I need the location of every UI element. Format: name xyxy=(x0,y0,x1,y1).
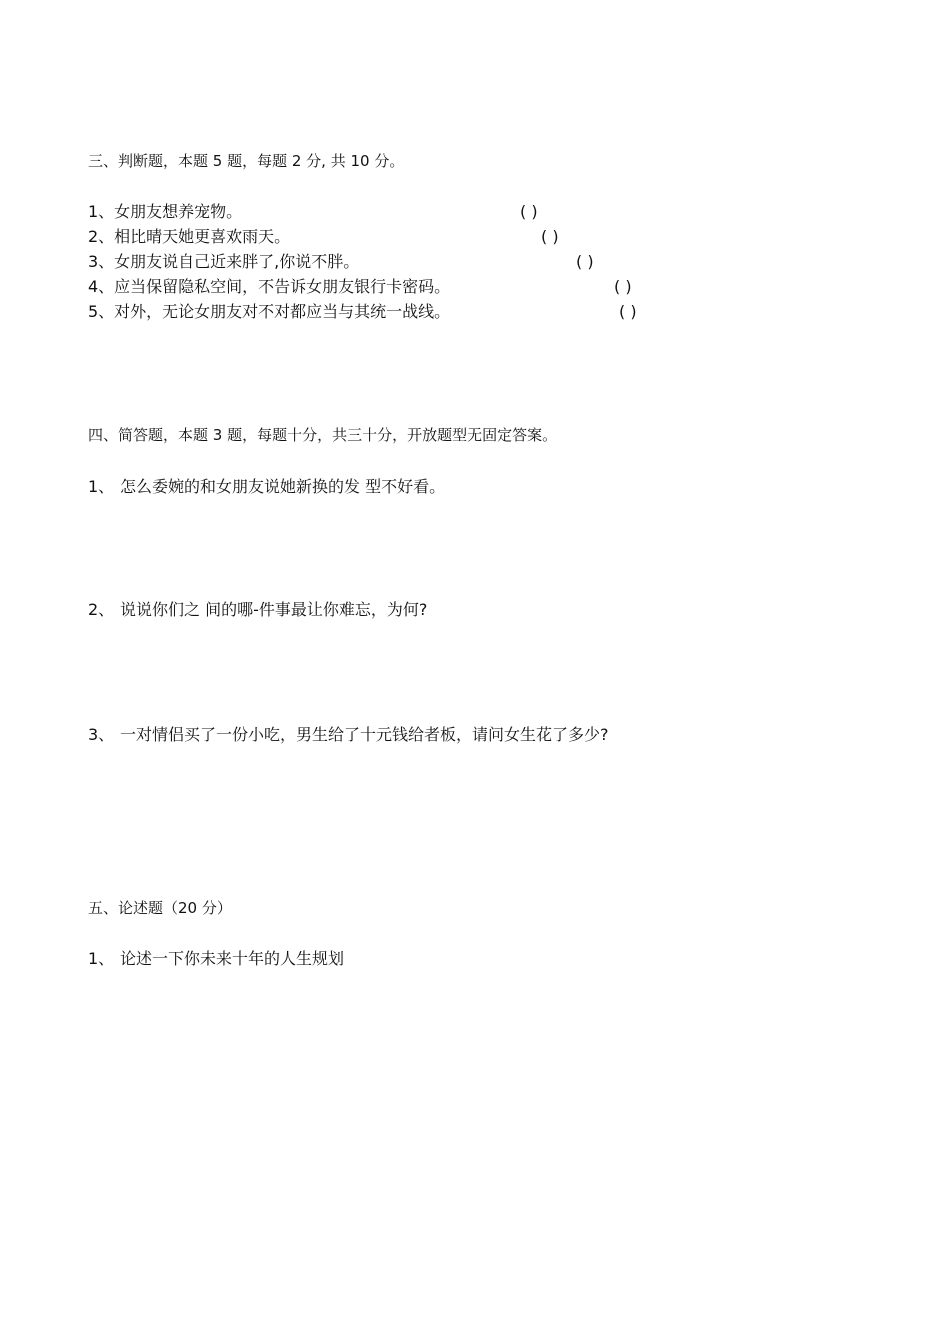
question-number: 2、 xyxy=(88,600,115,619)
judge-item-4: 4、应当保留隐私空间，不告诉女朋友银行卡密码。 xyxy=(88,277,451,296)
judge-item-3: 3、女朋友说自己近来胖了,你说不胖。 xyxy=(88,252,360,271)
judge-answer-blank-3[interactable]: ( ) xyxy=(576,252,594,271)
section-4-title: 四、简答题，本题 3 题，每题十分，共三十分，开放题型无固定答案。 xyxy=(88,426,558,444)
question-number: 1、 xyxy=(88,949,115,968)
judge-answer-blank-4[interactable]: ( ) xyxy=(614,277,632,296)
section-5-title: 五、论述题（20 分） xyxy=(88,899,232,917)
judge-item-1: 1、女朋友想养宠物。 xyxy=(88,202,243,221)
section-3-title: 三、判断题，本题 5 题，每题 2 分, 共 10 分。 xyxy=(88,152,405,170)
essay-question-1 xyxy=(88,951,344,967)
short-answer-question-3 xyxy=(88,727,609,743)
question-text: 论述一下你未来十年的人生规划 xyxy=(120,949,345,968)
question-number: 1、 xyxy=(88,477,115,496)
question-text: 一对情侣买了一份小吃，男生给了十元钱给者板，请问女生花了多少? xyxy=(120,725,609,744)
judge-item-5: 5、对外，无论女朋友对不对都应当与其统一战线。 xyxy=(88,302,451,321)
judge-answer-blank-1[interactable]: ( ) xyxy=(520,202,538,221)
judge-item-2: 2、相比晴天她更喜欢雨天。 xyxy=(88,227,291,246)
question-text: 怎么委婉的和女朋友说她新换的发 型不好看。 xyxy=(120,477,446,496)
short-answer-question-1 xyxy=(88,479,445,495)
question-number: 3、 xyxy=(88,725,115,744)
judge-answer-blank-2[interactable]: ( ) xyxy=(541,227,559,246)
judge-answer-blank-5[interactable]: ( ) xyxy=(619,302,637,321)
question-text: 说说你们之 间的哪-件事最让你难忘，为何? xyxy=(120,600,428,619)
short-answer-question-2 xyxy=(88,602,427,618)
